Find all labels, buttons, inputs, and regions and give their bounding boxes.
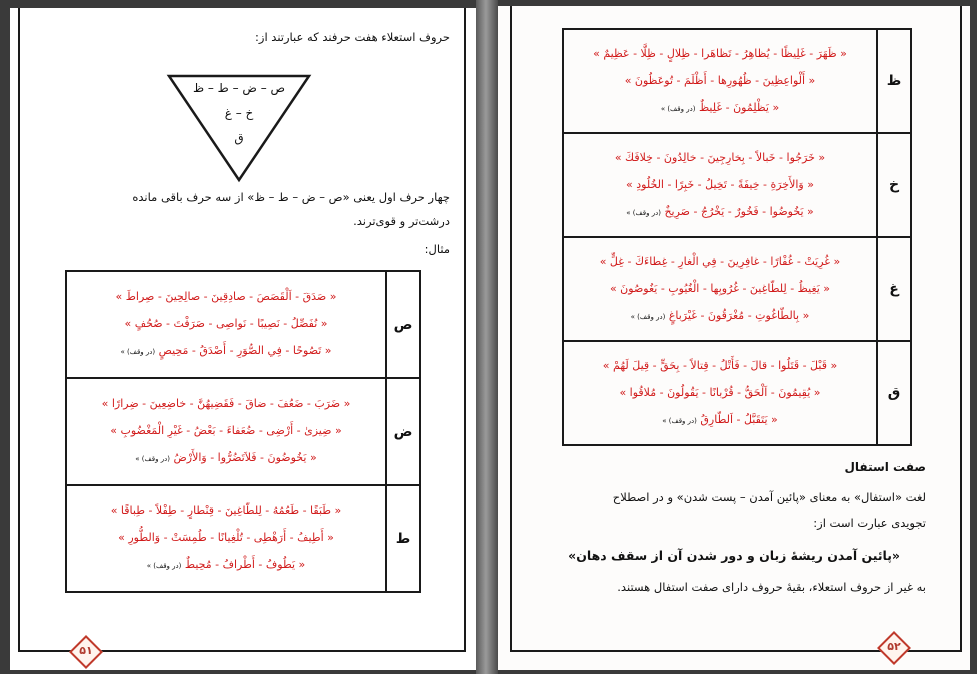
paragraph-line-1: چهار حرف اول یعنی «ص – ض – ط – ظ» از سه حرف باقی مانده	[132, 190, 450, 204]
letter-cell: ص	[386, 271, 420, 378]
words-cell	[563, 237, 877, 341]
page-52	[498, 6, 970, 670]
word-line: « قَبْلَ - قَتَلُوا - قالَ - فَأَتْلُ - قِتالاً - بِحَقٍّ - قِيلَ لَهُمْ »	[602, 358, 838, 372]
waqf-note: (در وقف) »	[626, 208, 661, 217]
page-51	[10, 8, 476, 670]
istila-triangle	[165, 72, 313, 184]
table-row	[563, 341, 911, 445]
word-line: « نُفَصِّلُ - نَصِیبًا - نَواصِی - صَرَفْتَ - صُحُفٍ »	[124, 317, 328, 330]
word-line: « وَالأَخِرَةِ - خِيفَةً - تَخِيلُ - خَبِرًا - الخُلُودِ »	[626, 177, 814, 191]
letter-cell: ق	[877, 341, 911, 445]
waqf-note: (در وقف) »	[630, 312, 666, 321]
waqf-note: (در وقف) »	[146, 562, 182, 570]
table-row	[563, 237, 911, 341]
word-text: « يَخُوضُونَ - فَلاَتَضُرُّوا - وَالأَرْضُ	[173, 451, 317, 464]
word-text: « يَتَقَبَّلُ - اَلطّارِقُ	[700, 412, 778, 426]
page-number-badge	[68, 634, 104, 670]
word-line	[572, 406, 868, 435]
paragraph-line-3: به غیر از حروف استعلاء، بقیهٔ حروف دارای صفت استفال هستند.	[617, 580, 926, 594]
letter-cell: غ	[877, 237, 911, 341]
words-cell	[563, 341, 877, 445]
word-line	[572, 198, 868, 227]
word-text: « يَظْلِمُونَ - غَلِيظٌ	[698, 100, 780, 114]
letter-cell: ظ	[877, 29, 911, 133]
page-number: ۵۲	[887, 640, 901, 653]
paragraph-line-1: لغت «استفال» به معنای «پائین آمدن – پست شدن» و در اصطلاح	[612, 490, 926, 504]
example-label: مثال:	[424, 242, 450, 256]
word-line	[75, 551, 377, 580]
table-row	[66, 271, 420, 378]
words-cell	[66, 378, 386, 485]
words-cell	[563, 133, 877, 237]
word-line: « ضَرَبَ - ضَعُفَ - ضاقَ - فَقَضِيهُنَّ - خاضِعِینَ - ضِرارًا »	[101, 397, 351, 410]
word-text: « يَخُوضُوا - فَخُورٌ - يَخْرُجُ - صَرِيخٌ	[664, 204, 814, 218]
letter-cell: ض	[386, 378, 420, 485]
triangle-line-1: ص – ض – ط – ظ	[192, 81, 286, 95]
letter-cell: ط	[386, 485, 420, 592]
letters-table	[562, 28, 912, 446]
table-row	[66, 485, 420, 592]
word-line: « يُقِيمُونَ - اَلْحَقُّ - قُرْبانًا - يَقُولُونَ - مُلاقُوا »	[619, 385, 821, 399]
waqf-note: (در وقف) »	[660, 104, 696, 113]
page-number: ۵۱	[79, 644, 93, 657]
letter-cell: خ	[877, 133, 911, 237]
word-line: « طَبَقًا - طَعُمُهُ - لِلطّاغِینَ - قِنْطارٍ - طِفْلاً - طِباقًا »	[110, 504, 342, 517]
triangle-line-3: ق	[234, 131, 244, 145]
word-text: « بِالطّاغُوتِ - مُغْرَقُونَ - غَيْرَباغٍ	[668, 308, 810, 322]
word-line: « ظَهَرَ - غَلِيظًا - يُظاهِرُ - تَظاهَرا - ظِلالٍ - ظِلَّا - عَظِيمٌ »	[593, 46, 847, 60]
triangle-line-2: خ – غ	[224, 106, 254, 120]
paragraph-line-2: درشت‌تر و قوی‌ترند.	[353, 214, 450, 228]
waqf-note: (در وقف) »	[135, 455, 170, 463]
waqf-note: (در وقف) »	[662, 416, 697, 425]
words-cell	[66, 271, 386, 378]
section-title: صفت استفال	[844, 460, 926, 474]
words-cell	[66, 485, 386, 592]
word-text: « تَصُوحًا - فِي الصُّوَرِ - أَصْدَقُ - مَحِيصٍ	[158, 344, 332, 357]
word-line: « غُرِيَتْ - غُفْارًا - غافِرِینَ - فِي الْغارِ - غِطاءَكَ - غِلٍّ »	[599, 254, 841, 268]
word-text: « يَطُوفُ - أَطْرافُ - مُحِيطٌ	[184, 558, 306, 571]
word-line: « صَدَقَ - اَلْقَصَصَ - صادِقِینَ - صالِحِینَ - صِراطَ »	[115, 290, 337, 303]
book-spine	[476, 0, 498, 674]
word-line: « يَغِيظُ - لِلطّاغِینَ - غُرُوبِها - الْغُيُوبِ - يَغُوصُونَ »	[609, 281, 831, 295]
definition-text: «پائین آمدن ریشهٔ زبان و دور شدن آن از سقف دهان»	[568, 548, 900, 563]
word-line: « ضِیزیٰ - أَرْضِی - ضُعَفاءَ - بَعْضُ - غَیْرِ الْمَغْضُوبِ »	[110, 424, 342, 437]
intro-text: حروف استعلاء هفت حرفند که عبارتند از:	[255, 30, 450, 44]
word-line: « أَطِيفُ - أَرَهْطِی - تُلْغِيانًا - طُمِسَتْ - وَالطُّورِ »	[118, 531, 334, 544]
table-row	[563, 29, 911, 133]
word-line: « أَلْواعِظِینَ - ظُهُورِها - أَظْلَمَ - تُوعَظُونَ »	[624, 73, 816, 87]
page-number-badge	[876, 630, 912, 666]
words-cell	[563, 29, 877, 133]
word-line	[75, 444, 377, 473]
letters-table	[65, 270, 421, 593]
table-row	[66, 378, 420, 485]
word-line	[572, 302, 868, 331]
waqf-note: (در وقف) »	[120, 348, 156, 356]
paragraph-line-2: تجویدی عبارت است از:	[813, 516, 926, 530]
table-row	[563, 133, 911, 237]
word-line	[572, 94, 868, 123]
word-line: « خَرَجُوا - خَبالاً - بِخارِجِینَ - خالِدُونَ - خِلافَكَ »	[614, 150, 826, 164]
word-line	[75, 337, 377, 366]
